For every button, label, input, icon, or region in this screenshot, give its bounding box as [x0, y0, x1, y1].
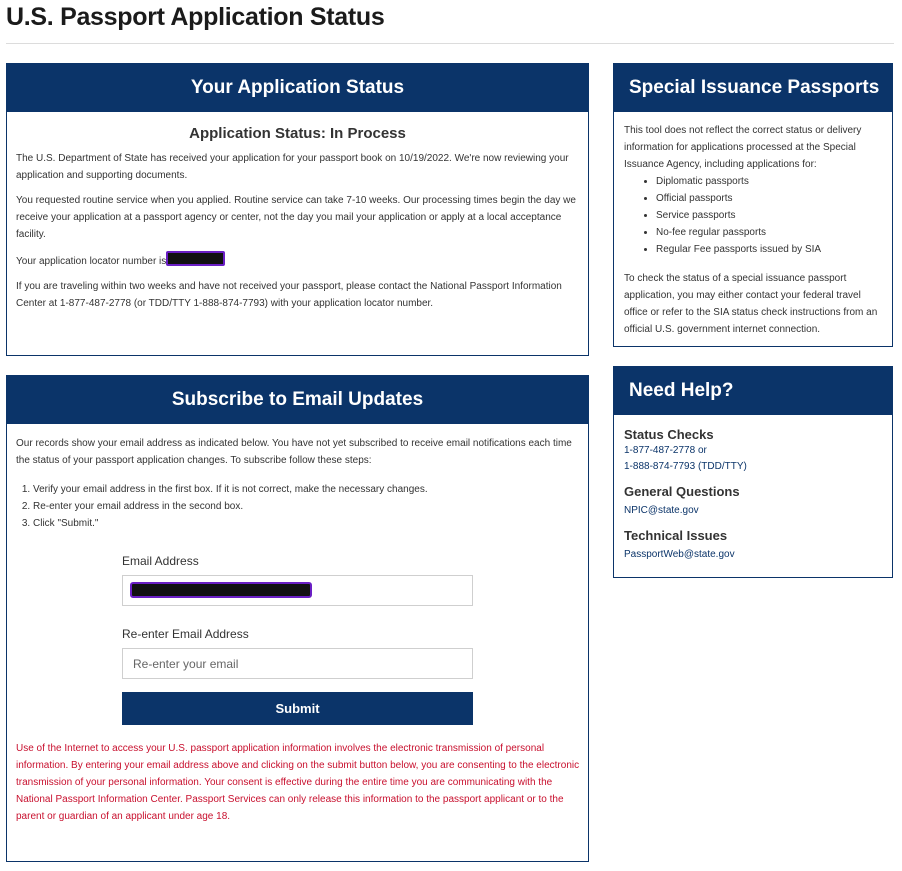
- list-item: • Regular Fee passports issued by SIA: [656, 241, 882, 258]
- list-item: • No-fee regular passports: [656, 224, 882, 241]
- step-item: 1. Verify your email address in the first box. If it is not correct, make the necessary changes.: [33, 481, 579, 498]
- locator-paragraph: [16, 251, 579, 270]
- passportweb-email-link[interactable]: PassportWeb@state.gov: [624, 549, 735, 560]
- application-status-card: [6, 63, 589, 356]
- tty-phone-link[interactable]: 1-888-874-7793 (TDD/TTY): [624, 461, 747, 472]
- submit-button[interactable]: Submit: [122, 692, 473, 725]
- email-updates-card: [6, 375, 589, 862]
- technical-issues-heading: Technical Issues: [624, 528, 728, 543]
- reenter-email-label: Re-enter Email Address: [122, 627, 249, 641]
- locator-redaction: [166, 251, 225, 266]
- list-item: • Diplomatic passports: [656, 173, 882, 190]
- received-paragraph: The U.S. Department of State has received your application for your passport book on 10/19/2022. We're now reviewing your application and supporting documents.: [16, 153, 569, 181]
- status-phone-link[interactable]: 1-877-487-2778 or: [624, 445, 707, 456]
- application-status-header: Your Application Status: [7, 64, 588, 112]
- step-item: 3. Click "Submit.": [33, 515, 579, 532]
- email-updates-header: Subscribe to Email Updates: [7, 376, 588, 424]
- email-label: Email Address: [122, 554, 199, 568]
- reenter-email-input[interactable]: [122, 648, 473, 679]
- title-divider: [6, 43, 894, 44]
- need-help-card: [613, 366, 893, 578]
- list-item: • Service passports: [656, 207, 882, 224]
- subscribe-steps: [16, 481, 579, 532]
- npic-email-link[interactable]: NPIC@state.gov: [624, 505, 699, 516]
- email-intro-paragraph: Our records show your email address as indicated below. You have not yet subscribed to receive email notifications each time the status of your passport application changes. To subscribe follow these steps:: [16, 438, 572, 466]
- email-redaction: [130, 582, 312, 598]
- travel-notice-paragraph: If you are traveling within two weeks and have not received your passport, please contact the National Passport Information Center at 1-877-487-2778 (or TDD/TTY 1-888-874-7793) with your application locator number.: [16, 281, 562, 309]
- special-outro: To check the status of a special issuance passport application, you may either contact your federal travel office or refer to the SIA status check instructions from an official U.S. government internet connection.: [624, 273, 878, 335]
- status-subtitle: Application Status: In Process: [189, 125, 406, 142]
- routine-service-paragraph: You requested routine service when you applied. Routine service can take 7-10 weeks. Our processing times begin the day we receive your application at a passport agency or center, not the day you mail your application or apply at a local acceptance facility.: [16, 195, 576, 240]
- special-intro: This tool does not reflect the correct status or delivery information for applications processed at the Special Issuance Agency, including applications for:: [624, 125, 862, 170]
- need-help-header: Need Help?: [614, 367, 892, 415]
- step-item: 2. Re-enter your email address in the second box.: [33, 498, 579, 515]
- status-checks-heading: Status Checks: [624, 427, 714, 442]
- list-item: • Official passports: [656, 190, 882, 207]
- page-title: U.S. Passport Application Status: [6, 3, 385, 31]
- special-passport-types: [624, 173, 882, 258]
- consent-notice: Use of the Internet to access your U.S. passport application information involves the electronic transmission of personal information. By entering your email address above and clicking on the submit button below, you are consenting to the electronic transmission of your personal information. Your consent is effective during the entire time you are communicating with the National Passport Information Center. Passport Services can only release this information to the passport applicant or to the parent or guardian of an applicant under age 18.: [16, 743, 580, 822]
- special-issuance-card: [613, 63, 893, 347]
- locator-label: Your application locator number is: [16, 256, 167, 267]
- special-issuance-header: Special Issuance Passports: [614, 64, 892, 112]
- general-questions-heading: General Questions: [624, 484, 740, 499]
